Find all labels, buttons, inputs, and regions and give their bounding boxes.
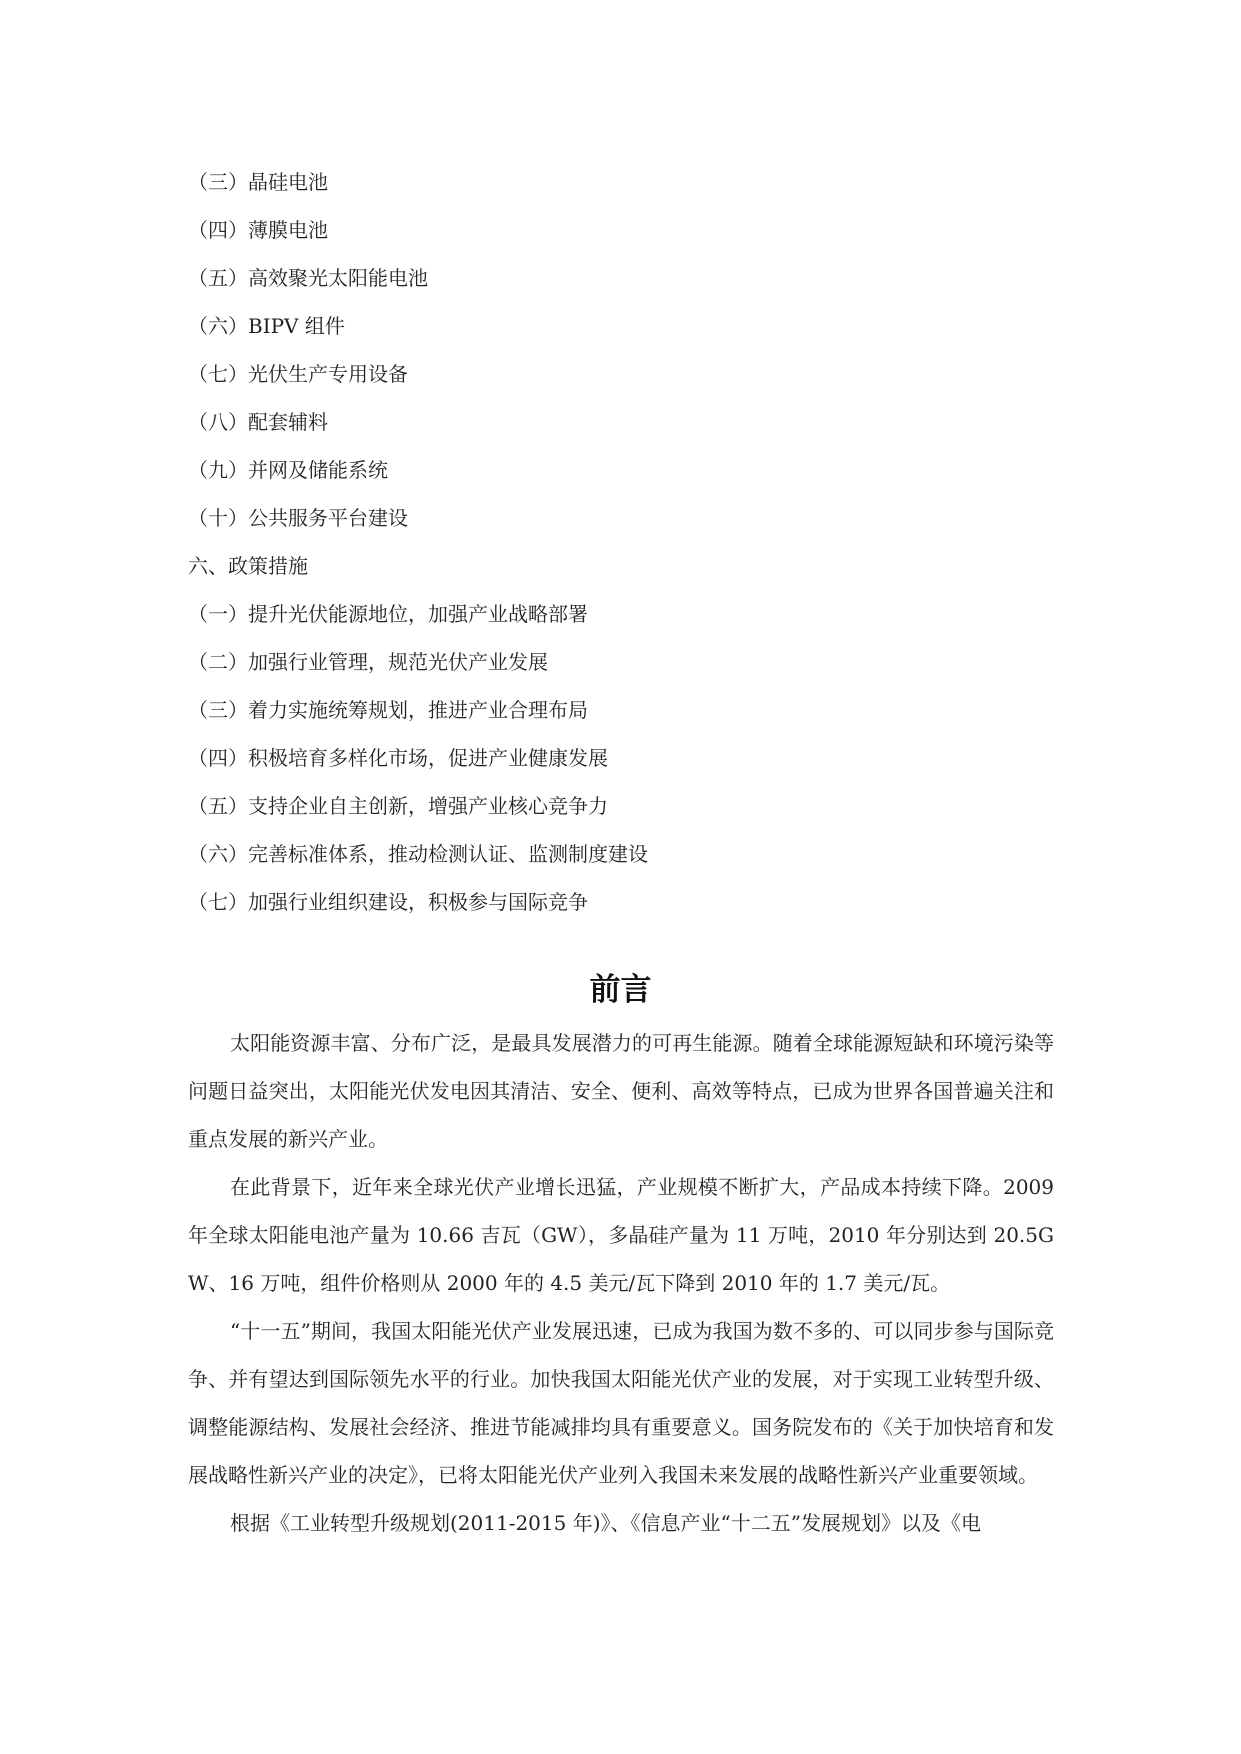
toc-item: （八）配套辅料 — [188, 410, 328, 434]
toc-item: （二）加强行业管理，规范光伏产业发展 — [188, 650, 548, 674]
preface-paragraph: 在此背景下，近年来全球光伏产业增长迅猛，产业规模不断扩大，产品成本持续下降。2009 年全球太阳能电池产量为 10.66 吉瓦（GW），多晶硅产量为 11 万吨，2010 年分别达到 20.5GW、16 万吨，组件价格则从 2000 年的 4.5 美元/瓦下降到 2010 年的 1.7 美元/瓦。 — [188, 1175, 1054, 1295]
toc-section-heading: 六、政策措施 — [188, 554, 308, 578]
toc-item: （六）BIPV 组件 — [188, 314, 345, 338]
toc-item: （十）公共服务平台建设 — [188, 506, 408, 530]
toc-item: （三）晶硅电池 — [188, 170, 328, 194]
preface-body — [188, 1019, 1054, 1547]
toc-item: （六）完善标准体系，推动检测认证、监测制度建设 — [188, 842, 648, 866]
preface-paragraph: “十一五”期间，我国太阳能光伏产业发展迅速，已成为我国为数不多的、可以同步参与国际竞争、并有望达到国际领先水平的行业。加快我国太阳能光伏产业的发展，对于实现工业转型升级、调整能源结构、发展社会经济、推进节能减排均具有重要意义。国务院发布的《关于加快培育和发展战略性新兴产业的决定》，已将太阳能光伏产业列入我国未来发展的战略性新兴产业重要领域。 — [188, 1319, 1054, 1487]
preface-paragraph: 太阳能资源丰富、分布广泛，是最具发展潜力的可再生能源。随着全球能源短缺和环境污染等问题日益突出，太阳能光伏发电因其清洁、安全、便利、高效等特点，已成为世界各国普遍关注和重点发展的新兴产业。 — [188, 1031, 1054, 1151]
preface-title: 前言 — [589, 972, 652, 1008]
toc-item: （五）支持企业自主创新，增强产业核心竞争力 — [188, 794, 608, 818]
toc-item: （五）高效聚光太阳能电池 — [188, 266, 428, 290]
toc-item: （四）薄膜电池 — [188, 218, 328, 242]
toc-item: （七）加强行业组织建设，积极参与国际竞争 — [188, 890, 588, 914]
toc-item: （九）并网及储能系统 — [188, 458, 388, 482]
toc-item: （七）光伏生产专用设备 — [188, 362, 408, 386]
toc-item: （四）积极培育多样化市场，促进产业健康发展 — [188, 746, 608, 770]
toc-item: （三）着力实施统筹规划，推进产业合理布局 — [188, 698, 588, 722]
table-of-contents — [188, 158, 648, 926]
preface-paragraph: 根据《工业转型升级规划(2011-2015 年)》、《信息产业“十二五”发展规划》以及《电 — [230, 1511, 981, 1535]
toc-item: （一）提升光伏能源地位，加强产业战略部署 — [188, 602, 588, 626]
